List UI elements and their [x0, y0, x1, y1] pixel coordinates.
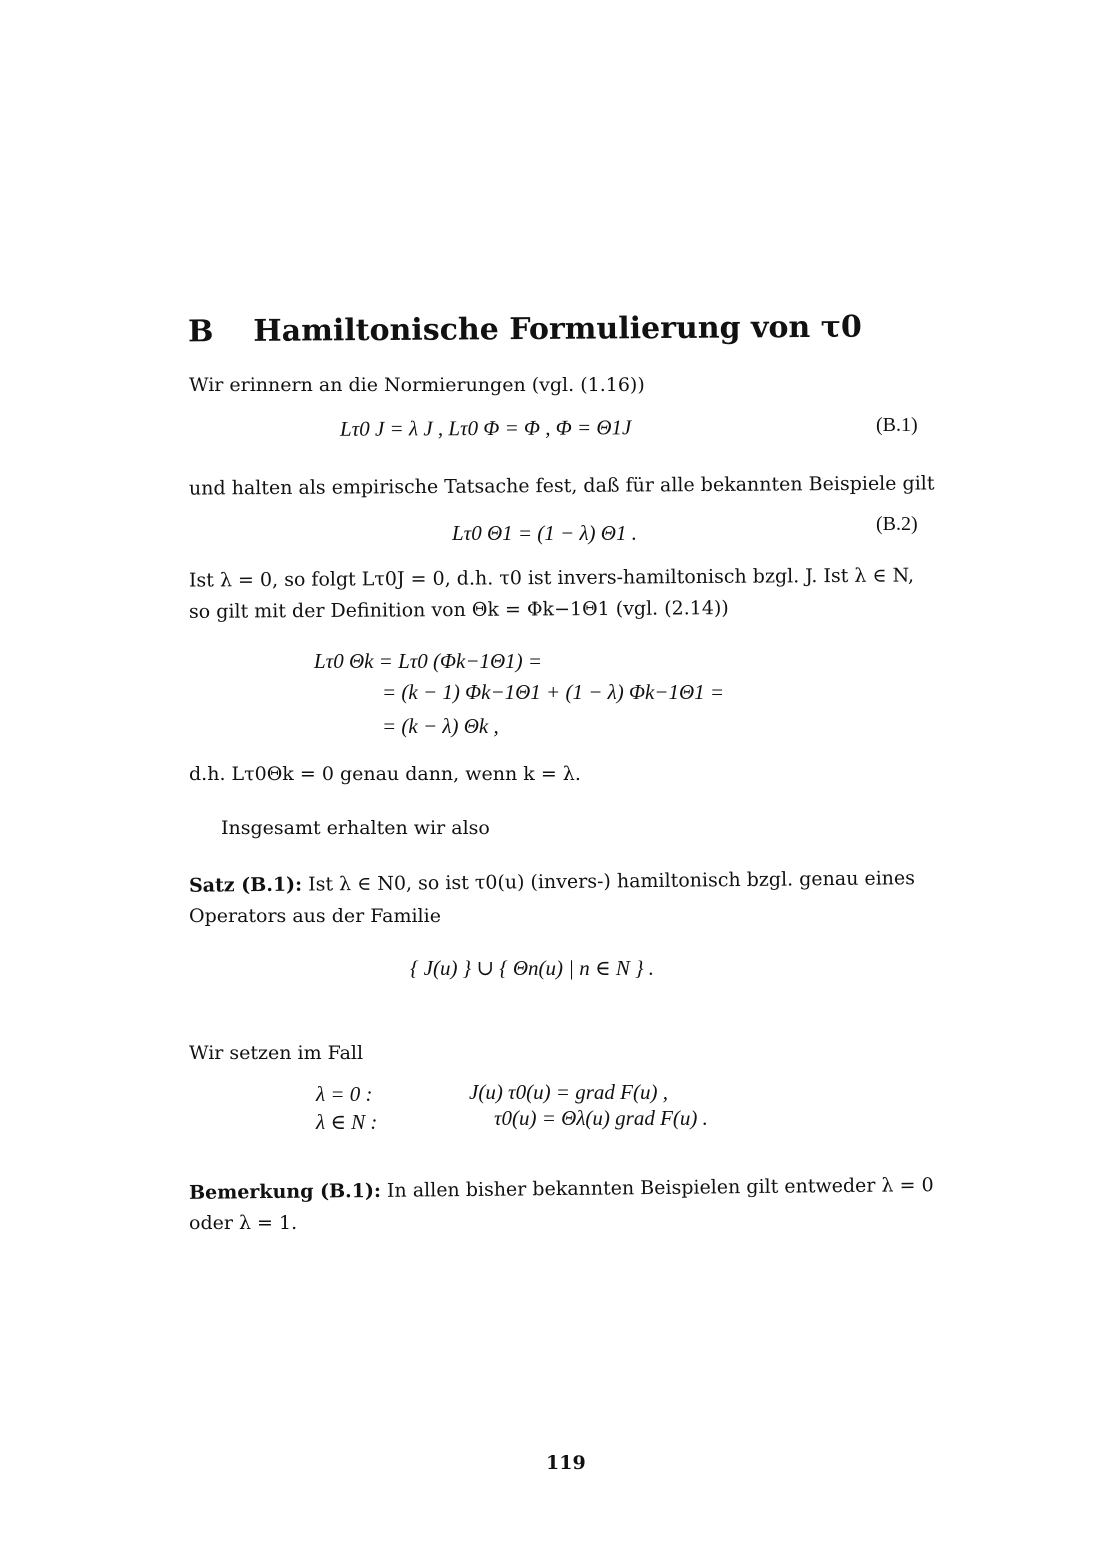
- case-2-equation: τ0(u) = Θλ(u) grad F(u) .: [494, 1106, 708, 1130]
- align-row-1: Lτ0 Θk = Lτ0 (Φk−1Θ1) =: [314, 649, 543, 673]
- section-heading: [188, 310, 862, 350]
- case-1-equation: J(u) τ0(u) = grad F(u) ,: [469, 1080, 668, 1104]
- equation-b2: Lτ0 Θ1 = (1 − λ) Θ1 .: [452, 521, 637, 545]
- paragraph-4: d.h. Lτ0Θk = 0 genau dann, wenn k = λ.: [189, 763, 581, 785]
- case-1-condition: λ = 0 :: [316, 1082, 373, 1106]
- equation-number-b2: (B.2): [876, 513, 918, 535]
- paragraph-3-line-1: Ist λ = 0, so folgt Lτ0J = 0, d.h. τ0 ist invers-hamiltonisch bzgl. J. Ist λ ∈ N,: [188, 564, 915, 592]
- page-number: 119: [546, 1452, 586, 1474]
- theorem-text-1: Ist λ ∈ N0, so ist τ0(u) (invers-) hamiltonisch bzgl. genau eines: [308, 867, 916, 896]
- paragraph-2: und halten als empirische Tatsache fest, daß für alle bekannten Beispiele gilt: [188, 472, 935, 500]
- section-title: Hamiltonische Formulierung von τ0: [253, 309, 862, 349]
- align-row-2: = (k − 1) Φk−1Θ1 + (1 − λ) Φk−1Θ1 =: [382, 680, 725, 704]
- remark-text-1: In allen bisher bekannten Beispielen gilt entweder λ = 0: [386, 1174, 934, 1202]
- case-2-condition: λ ∈ N :: [316, 1110, 378, 1134]
- paragraph-1: Wir erinnern an die Normierungen (vgl. (1.16)): [189, 374, 645, 396]
- remark-line-1: [189, 1173, 934, 1205]
- remark-line-2: oder λ = 1.: [189, 1212, 298, 1234]
- theorem-line-1: [189, 866, 915, 898]
- align-row-3: = (k − λ) Θk ,: [382, 714, 499, 738]
- theorem-label: Satz (B.1):: [188, 873, 303, 897]
- paragraph-3-line-2: so gilt mit der Definition von Θk = Φk−1Θ1 (vgl. (2.14)): [188, 597, 729, 623]
- section-letter: B: [187, 314, 214, 350]
- paragraph-6: Wir setzen im Fall: [189, 1042, 364, 1064]
- equation-number-b1: (B.1): [876, 414, 918, 436]
- equation-b1: Lτ0 J = λ J , Lτ0 Φ = Φ , Φ = Θ1J: [339, 415, 632, 441]
- remark-label: Bemerkung (B.1):: [188, 1179, 382, 1204]
- theorem-formula: { J(u) } ∪ { Θn(u) | n ∈ N } .: [410, 956, 654, 980]
- paragraph-5: Insgesamt erhalten wir also: [221, 817, 490, 839]
- theorem-line-2: Operators aus der Familie: [189, 905, 441, 927]
